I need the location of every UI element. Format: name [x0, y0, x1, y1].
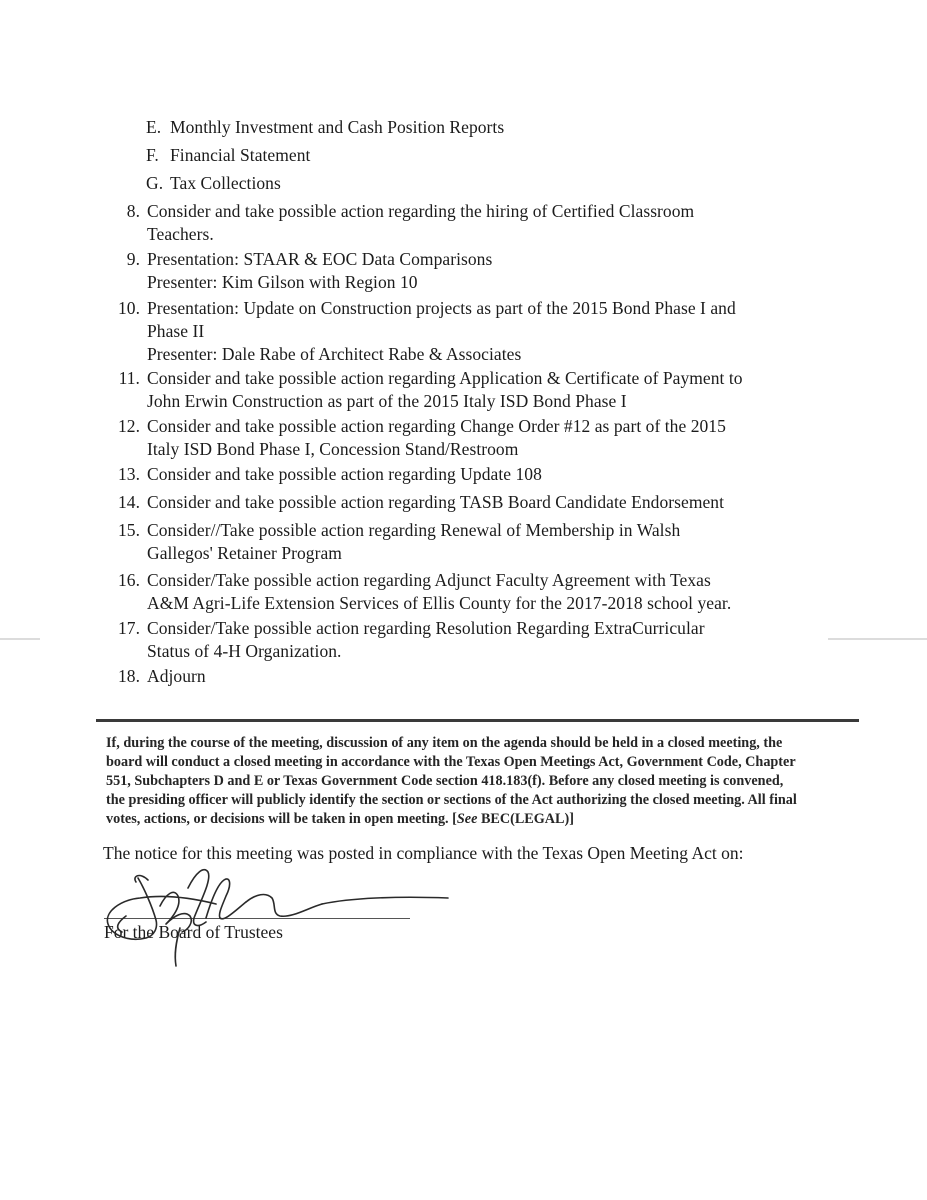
subitem-label: F. [146, 145, 159, 165]
item-line: Presentation: STAAR & EOC Data Comparisons [147, 249, 493, 269]
item-line: Consider/Take possible action regarding Adjunct Faculty Agreement with Texas [147, 570, 711, 590]
item-text [147, 463, 542, 486]
item-line: Status of 4-H Organization. [147, 641, 342, 661]
notice-line: board will conduct a closed meeting in accordance with the Texas Open Meetings Act, Government Code, Chapter [106, 754, 796, 770]
notice-line-last [106, 810, 846, 829]
notice-last-suffix: BEC(LEGAL)] [477, 811, 574, 827]
subitem-text: Monthly Investment and Cash Position Reports [170, 117, 505, 137]
scan-edge-mark-left [0, 638, 40, 640]
item-number: 16. [117, 570, 140, 590]
item-number: 10. [117, 298, 140, 318]
item-text [147, 569, 731, 615]
item-line: Phase II [147, 321, 205, 341]
item-number: 12. [117, 416, 140, 436]
item-line: Teachers. [147, 224, 214, 244]
scan-edge-mark-right [828, 638, 927, 640]
item-line: Consider and take possible action regarding Update 108 [147, 464, 542, 484]
section-divider [96, 719, 859, 722]
subitem-text: Financial Statement [170, 145, 311, 165]
item-number: 18. [117, 666, 140, 686]
item-text [147, 415, 726, 461]
notice-line: the presiding officer will publicly identify the section or sections of the Act authorizing the closed meeting. All final [106, 792, 797, 808]
item-number: 11. [118, 368, 140, 388]
item-text [147, 491, 724, 514]
item-line: Consider and take possible action regarding Change Order #12 as part of the 2015 [147, 416, 726, 436]
item-line: Consider and take possible action regarding the hiring of Certified Classroom [147, 201, 695, 221]
notice-see-reference: See [456, 811, 478, 827]
item-line: John Erwin Construction as part of the 2015 Italy ISD Bond Phase I [147, 391, 627, 411]
item-text [147, 367, 743, 413]
item-line: Consider and take possible action regarding Application & Certificate of Payment to [147, 368, 743, 388]
item-text [147, 297, 736, 366]
subitem-label: G. [146, 173, 164, 193]
item-line: Italy ISD Bond Phase I, Concession Stand/Restroom [147, 439, 519, 459]
notice-line: 551, Subchapters D and E or Texas Government Code section 418.183(f). Before any closed meeting is convened, [106, 773, 784, 789]
item-number: 15. [117, 520, 140, 540]
subitem-text: Tax Collections [170, 173, 281, 193]
item-line: Consider//Take possible action regarding Renewal of Membership in Walsh [147, 520, 681, 540]
closed-meeting-notice [106, 734, 846, 829]
item-line: Gallegos' Retainer Program [147, 543, 342, 563]
item-number: 17. [117, 618, 140, 638]
item-text [147, 248, 492, 294]
item-number: 14. [117, 492, 140, 512]
item-text [147, 665, 206, 688]
handwritten-signature [96, 858, 466, 968]
item-text [147, 200, 694, 246]
item-number: 8. [126, 201, 140, 221]
item-line: Presenter: Dale Rabe of Architect Rabe & Associates [147, 344, 522, 364]
notice-line: If, during the course of the meeting, discussion of any item on the agenda should be held in a closed meeting, the [106, 735, 783, 751]
item-line: Adjourn [147, 666, 206, 686]
posting-statement: The notice for this meeting was posted in compliance with the Texas Open Meeting Act on: [103, 843, 744, 863]
item-line: Consider/Take possible action regarding Resolution Regarding ExtraCurricular [147, 618, 705, 638]
item-text [147, 519, 680, 565]
signature-caption: For the Board of Trustees [104, 922, 283, 942]
item-number: 9. [126, 249, 140, 269]
item-text [147, 617, 705, 663]
item-line: A&M Agri-Life Extension Services of Ellis County for the 2017-2018 school year. [147, 593, 732, 613]
item-number: 13. [117, 464, 140, 484]
item-line: Consider and take possible action regarding TASB Board Candidate Endorsement [147, 492, 725, 512]
notice-last-prefix: votes, actions, or decisions will be taken in open meeting. [ [106, 811, 457, 827]
item-line: Presenter: Kim Gilson with Region 10 [147, 272, 418, 292]
item-line: Presentation: Update on Construction projects as part of the 2015 Bond Phase I and [147, 298, 736, 318]
subitem-label: E. [146, 117, 162, 137]
